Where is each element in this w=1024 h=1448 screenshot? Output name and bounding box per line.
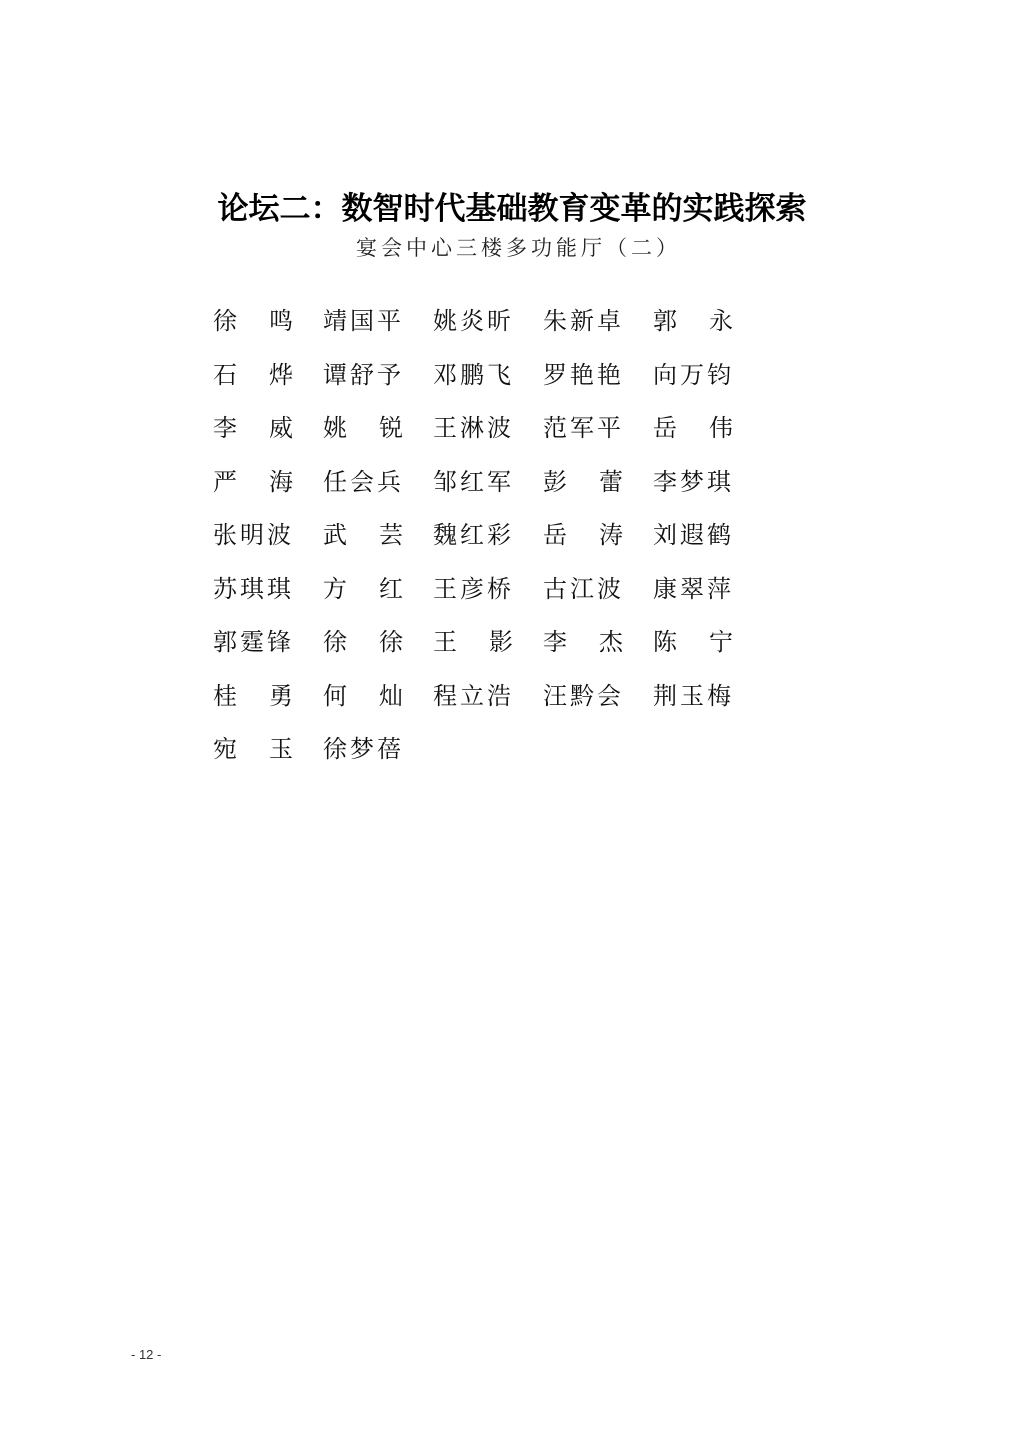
- participant-name: 李 杰: [543, 628, 623, 657]
- participant-name: 彭 蕾: [543, 467, 623, 496]
- participant-name: 苏琪琪: [213, 574, 294, 603]
- participant-name: 徐梦蓓: [323, 735, 404, 764]
- participant-name: 张明波: [213, 521, 294, 550]
- participant-name: 王淋波: [433, 414, 514, 443]
- participant-name: 徐 鸣: [213, 307, 293, 336]
- participant-name: 岳 伟: [653, 414, 733, 443]
- name-row: [213, 399, 773, 453]
- participant-name: 李 威: [213, 414, 293, 443]
- participant-name: 古江波: [543, 574, 624, 603]
- participant-name: 武 芸: [323, 521, 403, 550]
- participant-name: 向万钧: [653, 360, 734, 389]
- name-row: [213, 613, 773, 667]
- participant-name: 靖国平: [323, 307, 404, 336]
- participant-name: 郭 永: [653, 307, 733, 336]
- name-row: [213, 346, 773, 400]
- participant-name: 刘遐鹤: [653, 521, 734, 550]
- participant-name: 朱新卓: [543, 307, 624, 336]
- participant-name: 姚 锐: [323, 414, 403, 443]
- participant-name: 石 烨: [213, 360, 293, 389]
- name-row: [213, 453, 773, 507]
- participant-name: 康翠萍: [653, 574, 734, 603]
- participant-name: 徐 徐: [323, 628, 403, 657]
- participant-name: 桂 勇: [213, 681, 293, 710]
- page-title: 论坛二：数智时代基础教育变革的实践探索: [217, 191, 807, 227]
- participant-name: 范军平: [543, 414, 624, 443]
- participant-name: 王 影: [433, 628, 513, 657]
- participant-name: 程立浩: [433, 681, 514, 710]
- name-row: [213, 506, 773, 560]
- participant-name: 何 灿: [323, 681, 403, 710]
- participant-name-list: [213, 292, 773, 774]
- name-row: [213, 292, 773, 346]
- participant-name: 岳 涛: [543, 521, 623, 550]
- participant-name: 陈 宁: [653, 628, 733, 657]
- participant-name: 郭霆锋: [213, 628, 294, 657]
- participant-name: 李梦琪: [653, 467, 734, 496]
- name-row: [213, 560, 773, 614]
- participant-name: 谭舒予: [323, 360, 404, 389]
- participant-name: 任会兵: [323, 467, 404, 496]
- participant-name: 王彦桥: [433, 574, 514, 603]
- participant-name: 罗艳艳: [543, 360, 624, 389]
- participant-name: 汪黔会: [543, 681, 624, 710]
- participant-name: 邓鹏飞: [433, 360, 514, 389]
- participant-name: 宛 玉: [213, 735, 293, 764]
- venue-subtitle: 宴会中心三楼多功能厅（二）: [356, 236, 681, 260]
- participant-name: 邹红军: [433, 467, 514, 496]
- name-row: [213, 667, 773, 721]
- participant-name: 方 红: [323, 574, 403, 603]
- participant-name: 魏红彩: [433, 521, 514, 550]
- page-number: - 12 -: [131, 1347, 162, 1362]
- participant-name: 姚炎昕: [433, 307, 514, 336]
- participant-name: 荆玉梅: [653, 681, 734, 710]
- name-row: [213, 720, 773, 774]
- participant-name: 严 海: [213, 467, 293, 496]
